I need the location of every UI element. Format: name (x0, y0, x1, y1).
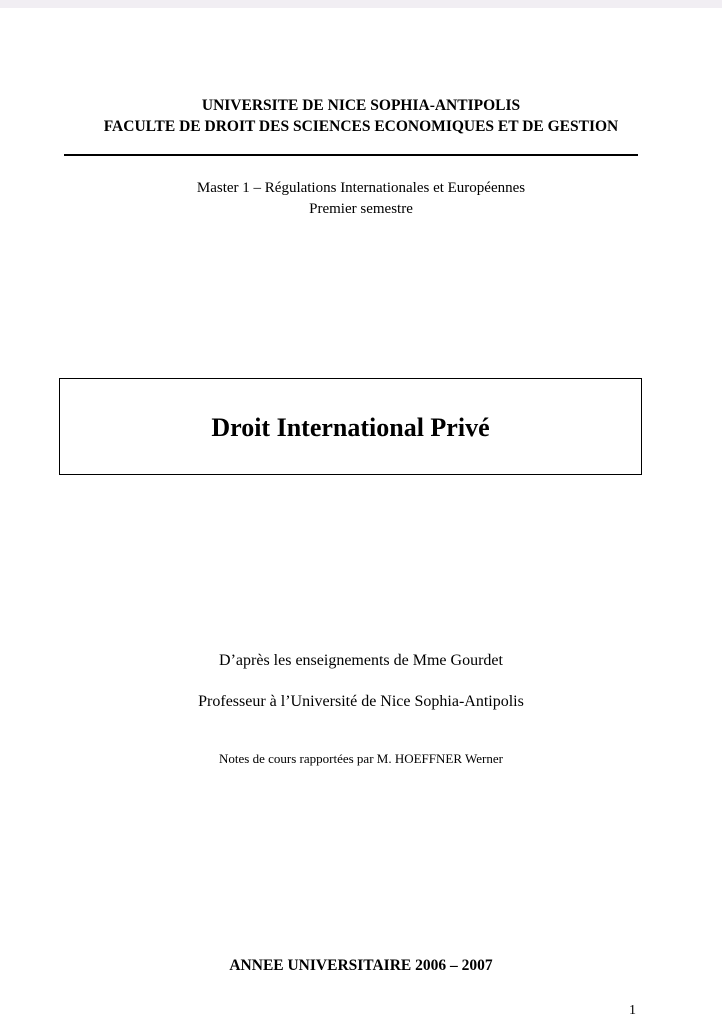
professor-affiliation: Professeur à l’Université de Nice Sophia-Antipolis (198, 693, 524, 710)
faculty-name: FACULTE DE DROIT DES SCIENCES ECONOMIQUES ET DE GESTION (103, 118, 619, 135)
academic-year: ANNEE UNIVERSITAIRE 2006 – 2007 (229, 957, 493, 974)
header-divider (64, 154, 638, 156)
university-name: UNIVERSITE DE NICE SOPHIA-ANTIPOLIS (201, 97, 521, 114)
course-title: Droit International Privé (211, 413, 490, 442)
semester-label: Premier semestre (309, 201, 413, 217)
program-title: Master 1 – Régulations Internationales et Européennes (196, 180, 526, 196)
course-title-box (59, 378, 642, 475)
viewer-top-strip (0, 0, 722, 8)
notes-credit: Notes de cours rapportées par M. HOEFFNER Werner (219, 751, 503, 766)
page-number: 1 (629, 1003, 636, 1018)
teaching-credit: D’après les enseignements de Mme Gourdet (219, 652, 503, 669)
